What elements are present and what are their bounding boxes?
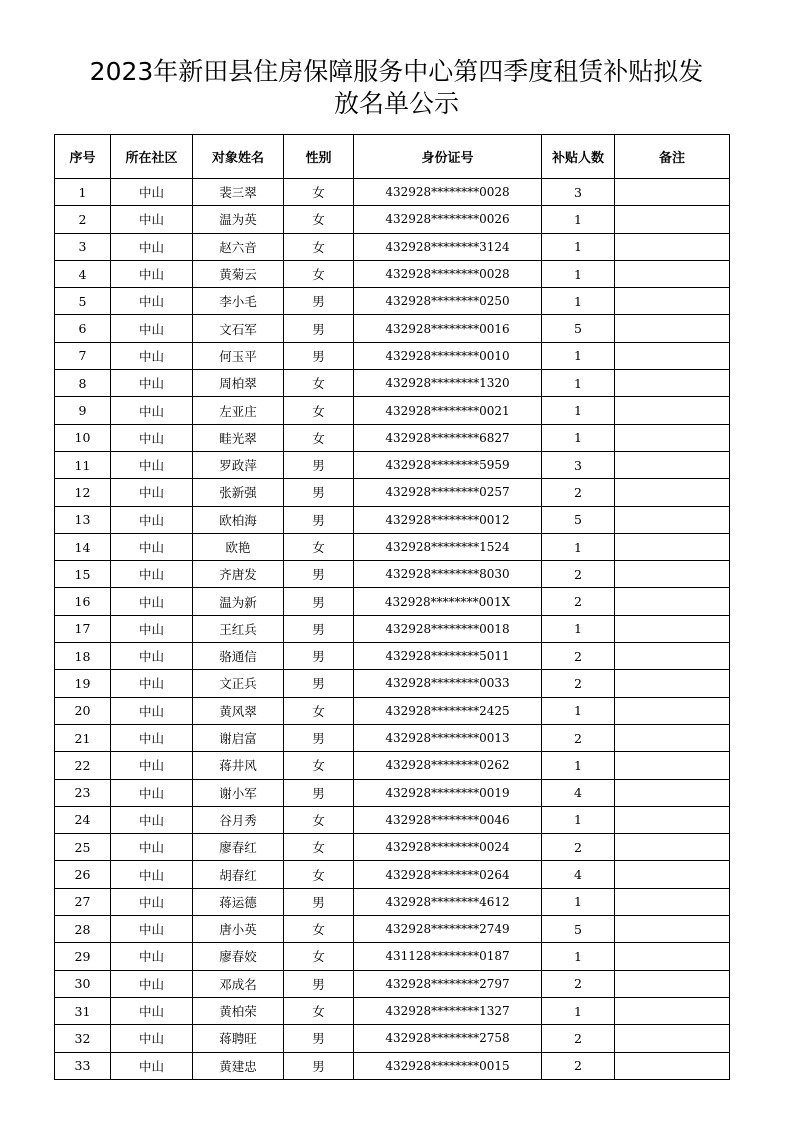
cell-seq: 19 xyxy=(55,670,111,697)
cell-community: 中山 xyxy=(111,451,193,478)
cell-id-number: 432928********0013 xyxy=(354,724,542,751)
cell-remarks xyxy=(615,724,730,751)
cell-seq: 22 xyxy=(55,752,111,779)
cell-community: 中山 xyxy=(111,724,193,751)
table-row xyxy=(55,479,730,506)
cell-community: 中山 xyxy=(111,288,193,315)
table-row xyxy=(55,424,730,451)
table-row xyxy=(55,206,730,233)
cell-seq: 1 xyxy=(55,179,111,206)
cell-gender: 女 xyxy=(284,916,354,943)
cell-persons: 2 xyxy=(542,970,615,997)
cell-gender: 男 xyxy=(284,615,354,642)
cell-remarks xyxy=(615,506,730,533)
cell-name: 谢小军 xyxy=(193,779,284,806)
cell-id-number: 431128********0187 xyxy=(354,943,542,970)
cell-gender: 女 xyxy=(284,233,354,260)
cell-persons: 2 xyxy=(542,1025,615,1052)
cell-community: 中山 xyxy=(111,1052,193,1079)
cell-remarks xyxy=(615,479,730,506)
cell-remarks xyxy=(615,397,730,424)
cell-id-number: 432928********2749 xyxy=(354,916,542,943)
cell-id-number: 432928********0010 xyxy=(354,342,542,369)
cell-community: 中山 xyxy=(111,752,193,779)
cell-id-number: 432928********0021 xyxy=(354,397,542,424)
page-title xyxy=(40,56,753,120)
cell-name: 黄建忠 xyxy=(193,1052,284,1079)
cell-community: 中山 xyxy=(111,1025,193,1052)
cell-name: 蒋聘旺 xyxy=(193,1025,284,1052)
cell-id-number: 432928********3124 xyxy=(354,233,542,260)
cell-community: 中山 xyxy=(111,479,193,506)
cell-id-number: 432928********0033 xyxy=(354,670,542,697)
cell-seq: 10 xyxy=(55,424,111,451)
cell-persons: 2 xyxy=(542,1052,615,1079)
cell-remarks xyxy=(615,970,730,997)
cell-remarks xyxy=(615,424,730,451)
cell-name: 黄柏荣 xyxy=(193,997,284,1024)
cell-id-number: 432928********0028 xyxy=(354,260,542,287)
cell-seq: 16 xyxy=(55,588,111,615)
cell-name: 文石军 xyxy=(193,315,284,342)
cell-remarks xyxy=(615,916,730,943)
table-row xyxy=(55,451,730,478)
cell-gender: 女 xyxy=(284,997,354,1024)
cell-id-number: 432928********0012 xyxy=(354,506,542,533)
table-row xyxy=(55,997,730,1024)
cell-seq: 17 xyxy=(55,615,111,642)
cell-name: 何玉平 xyxy=(193,342,284,369)
cell-name: 廖春红 xyxy=(193,834,284,861)
cell-gender: 女 xyxy=(284,370,354,397)
cell-name: 文正兵 xyxy=(193,670,284,697)
cell-community: 中山 xyxy=(111,424,193,451)
cell-id-number: 432928********6827 xyxy=(354,424,542,451)
header-community: 所在社区 xyxy=(111,135,193,179)
table-header-row xyxy=(55,135,730,179)
cell-id-number: 432928********001X xyxy=(354,588,542,615)
cell-community: 中山 xyxy=(111,233,193,260)
cell-remarks xyxy=(615,670,730,697)
cell-persons: 2 xyxy=(542,670,615,697)
cell-persons: 1 xyxy=(542,342,615,369)
cell-id-number: 432928********0264 xyxy=(354,861,542,888)
subsidy-recipient-table xyxy=(54,134,730,1080)
cell-name: 蒋井风 xyxy=(193,752,284,779)
cell-name: 唐小英 xyxy=(193,916,284,943)
cell-seq: 29 xyxy=(55,943,111,970)
cell-id-number: 432928********0262 xyxy=(354,752,542,779)
cell-persons: 3 xyxy=(542,179,615,206)
cell-id-number: 432928********0026 xyxy=(354,206,542,233)
cell-persons: 1 xyxy=(542,233,615,260)
cell-persons: 5 xyxy=(542,506,615,533)
cell-community: 中山 xyxy=(111,315,193,342)
cell-id-number: 432928********2797 xyxy=(354,970,542,997)
cell-id-number: 432928********0015 xyxy=(354,1052,542,1079)
cell-community: 中山 xyxy=(111,533,193,560)
cell-id-number: 432928********0018 xyxy=(354,615,542,642)
cell-seq: 26 xyxy=(55,861,111,888)
cell-id-number: 432928********0024 xyxy=(354,834,542,861)
cell-persons: 2 xyxy=(542,834,615,861)
cell-persons: 1 xyxy=(542,888,615,915)
cell-gender: 女 xyxy=(284,179,354,206)
cell-remarks xyxy=(615,615,730,642)
cell-gender: 女 xyxy=(284,752,354,779)
cell-community: 中山 xyxy=(111,916,193,943)
table-row xyxy=(55,1025,730,1052)
cell-id-number: 432928********0016 xyxy=(354,315,542,342)
cell-gender: 女 xyxy=(284,861,354,888)
table-row xyxy=(55,779,730,806)
cell-name: 左亚庄 xyxy=(193,397,284,424)
cell-remarks xyxy=(615,1025,730,1052)
cell-name: 胡春红 xyxy=(193,861,284,888)
table-row xyxy=(55,834,730,861)
cell-remarks xyxy=(615,342,730,369)
table-row xyxy=(55,861,730,888)
cell-persons: 1 xyxy=(542,997,615,1024)
cell-community: 中山 xyxy=(111,670,193,697)
table-row xyxy=(55,370,730,397)
cell-persons: 1 xyxy=(542,615,615,642)
cell-seq: 8 xyxy=(55,370,111,397)
table-row xyxy=(55,260,730,287)
table-body xyxy=(55,179,730,1080)
cell-gender: 女 xyxy=(284,397,354,424)
cell-remarks xyxy=(615,206,730,233)
cell-remarks xyxy=(615,588,730,615)
cell-persons: 1 xyxy=(542,752,615,779)
cell-seq: 7 xyxy=(55,342,111,369)
cell-gender: 男 xyxy=(284,315,354,342)
cell-gender: 女 xyxy=(284,533,354,560)
cell-remarks xyxy=(615,888,730,915)
cell-gender: 女 xyxy=(284,806,354,833)
cell-seq: 28 xyxy=(55,916,111,943)
header-remarks: 备注 xyxy=(615,135,730,179)
cell-name: 廖春姣 xyxy=(193,943,284,970)
cell-remarks xyxy=(615,943,730,970)
cell-community: 中山 xyxy=(111,179,193,206)
cell-gender: 女 xyxy=(284,834,354,861)
cell-community: 中山 xyxy=(111,397,193,424)
cell-persons: 1 xyxy=(542,206,615,233)
cell-seq: 20 xyxy=(55,697,111,724)
cell-seq: 13 xyxy=(55,506,111,533)
cell-gender: 男 xyxy=(284,506,354,533)
table-row xyxy=(55,233,730,260)
cell-seq: 6 xyxy=(55,315,111,342)
cell-seq: 9 xyxy=(55,397,111,424)
cell-name: 黄风翠 xyxy=(193,697,284,724)
cell-community: 中山 xyxy=(111,588,193,615)
cell-remarks xyxy=(615,861,730,888)
cell-id-number: 432928********0250 xyxy=(354,288,542,315)
table-row xyxy=(55,970,730,997)
cell-id-number: 432928********1524 xyxy=(354,533,542,560)
table-row xyxy=(55,724,730,751)
cell-persons: 4 xyxy=(542,779,615,806)
cell-gender: 女 xyxy=(284,260,354,287)
cell-persons: 2 xyxy=(542,561,615,588)
cell-id-number: 432928********0028 xyxy=(354,179,542,206)
cell-community: 中山 xyxy=(111,697,193,724)
cell-persons: 2 xyxy=(542,479,615,506)
cell-community: 中山 xyxy=(111,342,193,369)
cell-seq: 32 xyxy=(55,1025,111,1052)
cell-remarks xyxy=(615,643,730,670)
cell-gender: 男 xyxy=(284,643,354,670)
table-row xyxy=(55,1052,730,1079)
cell-gender: 男 xyxy=(284,588,354,615)
cell-seq: 27 xyxy=(55,888,111,915)
cell-seq: 11 xyxy=(55,451,111,478)
cell-community: 中山 xyxy=(111,997,193,1024)
cell-name: 裴三翠 xyxy=(193,179,284,206)
header-id-number: 身份证号 xyxy=(354,135,542,179)
cell-remarks xyxy=(615,779,730,806)
cell-community: 中山 xyxy=(111,834,193,861)
cell-seq: 24 xyxy=(55,806,111,833)
table-row xyxy=(55,643,730,670)
cell-gender: 男 xyxy=(284,670,354,697)
cell-seq: 14 xyxy=(55,533,111,560)
cell-name: 齐唐发 xyxy=(193,561,284,588)
cell-persons: 1 xyxy=(542,806,615,833)
table-row xyxy=(55,397,730,424)
cell-gender: 男 xyxy=(284,479,354,506)
cell-persons: 1 xyxy=(542,943,615,970)
cell-name: 赵六音 xyxy=(193,233,284,260)
table-row xyxy=(55,806,730,833)
cell-seq: 2 xyxy=(55,206,111,233)
cell-name: 黄菊云 xyxy=(193,260,284,287)
cell-community: 中山 xyxy=(111,970,193,997)
cell-name: 蒋运德 xyxy=(193,888,284,915)
cell-name: 温为新 xyxy=(193,588,284,615)
cell-remarks xyxy=(615,533,730,560)
cell-name: 骆通信 xyxy=(193,643,284,670)
table-row xyxy=(55,670,730,697)
cell-community: 中山 xyxy=(111,888,193,915)
table-row xyxy=(55,943,730,970)
cell-community: 中山 xyxy=(111,806,193,833)
cell-gender: 男 xyxy=(284,724,354,751)
cell-gender: 女 xyxy=(284,424,354,451)
cell-seq: 4 xyxy=(55,260,111,287)
cell-remarks xyxy=(615,752,730,779)
cell-gender: 男 xyxy=(284,1025,354,1052)
table-row xyxy=(55,752,730,779)
cell-name: 畦光翠 xyxy=(193,424,284,451)
cell-gender: 男 xyxy=(284,451,354,478)
cell-persons: 2 xyxy=(542,643,615,670)
cell-name: 邓成名 xyxy=(193,970,284,997)
cell-seq: 12 xyxy=(55,479,111,506)
cell-id-number: 432928********4612 xyxy=(354,888,542,915)
cell-id-number: 432928********2425 xyxy=(354,697,542,724)
table-row xyxy=(55,315,730,342)
header-gender: 性别 xyxy=(284,135,354,179)
cell-persons: 1 xyxy=(542,697,615,724)
table-row xyxy=(55,561,730,588)
header-persons: 补贴人数 xyxy=(542,135,615,179)
table-row xyxy=(55,588,730,615)
cell-remarks xyxy=(615,834,730,861)
cell-seq: 18 xyxy=(55,643,111,670)
cell-gender: 男 xyxy=(284,779,354,806)
cell-persons: 1 xyxy=(542,260,615,287)
cell-gender: 男 xyxy=(284,561,354,588)
cell-gender: 女 xyxy=(284,697,354,724)
table-row xyxy=(55,342,730,369)
cell-id-number: 432928********0019 xyxy=(354,779,542,806)
cell-persons: 2 xyxy=(542,588,615,615)
header-name: 对象姓名 xyxy=(193,135,284,179)
cell-name: 李小毛 xyxy=(193,288,284,315)
cell-name: 罗政萍 xyxy=(193,451,284,478)
cell-name: 谷月秀 xyxy=(193,806,284,833)
cell-persons: 5 xyxy=(542,315,615,342)
cell-remarks xyxy=(615,997,730,1024)
cell-community: 中山 xyxy=(111,861,193,888)
cell-remarks xyxy=(615,315,730,342)
cell-name: 王红兵 xyxy=(193,615,284,642)
cell-persons: 1 xyxy=(542,288,615,315)
cell-remarks xyxy=(615,233,730,260)
cell-remarks xyxy=(615,451,730,478)
cell-persons: 1 xyxy=(542,397,615,424)
cell-seq: 23 xyxy=(55,779,111,806)
table-row xyxy=(55,179,730,206)
cell-name: 谢启富 xyxy=(193,724,284,751)
cell-seq: 3 xyxy=(55,233,111,260)
cell-persons: 1 xyxy=(542,533,615,560)
cell-persons: 5 xyxy=(542,916,615,943)
cell-remarks xyxy=(615,561,730,588)
page-title-line-2: 放名单公示 xyxy=(333,89,459,118)
cell-remarks xyxy=(615,1052,730,1079)
cell-id-number: 432928********0257 xyxy=(354,479,542,506)
cell-community: 中山 xyxy=(111,206,193,233)
cell-id-number: 432928********2758 xyxy=(354,1025,542,1052)
cell-gender: 男 xyxy=(284,970,354,997)
cell-name: 周柏翠 xyxy=(193,370,284,397)
cell-community: 中山 xyxy=(111,561,193,588)
cell-gender: 男 xyxy=(284,288,354,315)
cell-seq: 31 xyxy=(55,997,111,1024)
cell-remarks xyxy=(615,806,730,833)
cell-id-number: 432928********0046 xyxy=(354,806,542,833)
cell-community: 中山 xyxy=(111,643,193,670)
cell-remarks xyxy=(615,370,730,397)
table-row xyxy=(55,506,730,533)
cell-name: 欧柏海 xyxy=(193,506,284,533)
cell-id-number: 432928********5959 xyxy=(354,451,542,478)
cell-persons: 3 xyxy=(542,451,615,478)
table-row xyxy=(55,697,730,724)
table-row xyxy=(55,916,730,943)
cell-gender: 女 xyxy=(284,943,354,970)
cell-community: 中山 xyxy=(111,779,193,806)
cell-community: 中山 xyxy=(111,506,193,533)
cell-name: 欧艳 xyxy=(193,533,284,560)
cell-name: 张新强 xyxy=(193,479,284,506)
cell-remarks xyxy=(615,260,730,287)
table-row xyxy=(55,288,730,315)
table-row xyxy=(55,533,730,560)
cell-seq: 33 xyxy=(55,1052,111,1079)
cell-seq: 25 xyxy=(55,834,111,861)
cell-persons: 1 xyxy=(542,424,615,451)
page-title-line-1: 2023年新田县住房保障服务中心第四季度租赁补贴拟发 xyxy=(89,57,704,86)
cell-persons: 1 xyxy=(542,370,615,397)
cell-id-number: 432928********5011 xyxy=(354,643,542,670)
cell-seq: 5 xyxy=(55,288,111,315)
cell-remarks xyxy=(615,179,730,206)
cell-community: 中山 xyxy=(111,615,193,642)
cell-persons: 2 xyxy=(542,724,615,751)
table-row xyxy=(55,615,730,642)
cell-gender: 男 xyxy=(284,1052,354,1079)
cell-community: 中山 xyxy=(111,943,193,970)
cell-gender: 女 xyxy=(284,206,354,233)
cell-id-number: 432928********1327 xyxy=(354,997,542,1024)
header-seq: 序号 xyxy=(55,135,111,179)
cell-gender: 男 xyxy=(284,888,354,915)
cell-community: 中山 xyxy=(111,370,193,397)
cell-seq: 21 xyxy=(55,724,111,751)
cell-remarks xyxy=(615,697,730,724)
cell-id-number: 432928********8030 xyxy=(354,561,542,588)
cell-remarks xyxy=(615,288,730,315)
cell-persons: 4 xyxy=(542,861,615,888)
table-row xyxy=(55,888,730,915)
cell-seq: 15 xyxy=(55,561,111,588)
cell-seq: 30 xyxy=(55,970,111,997)
cell-gender: 男 xyxy=(284,342,354,369)
cell-community: 中山 xyxy=(111,260,193,287)
table-header xyxy=(55,135,730,179)
cell-id-number: 432928********1320 xyxy=(354,370,542,397)
cell-name: 温为英 xyxy=(193,206,284,233)
